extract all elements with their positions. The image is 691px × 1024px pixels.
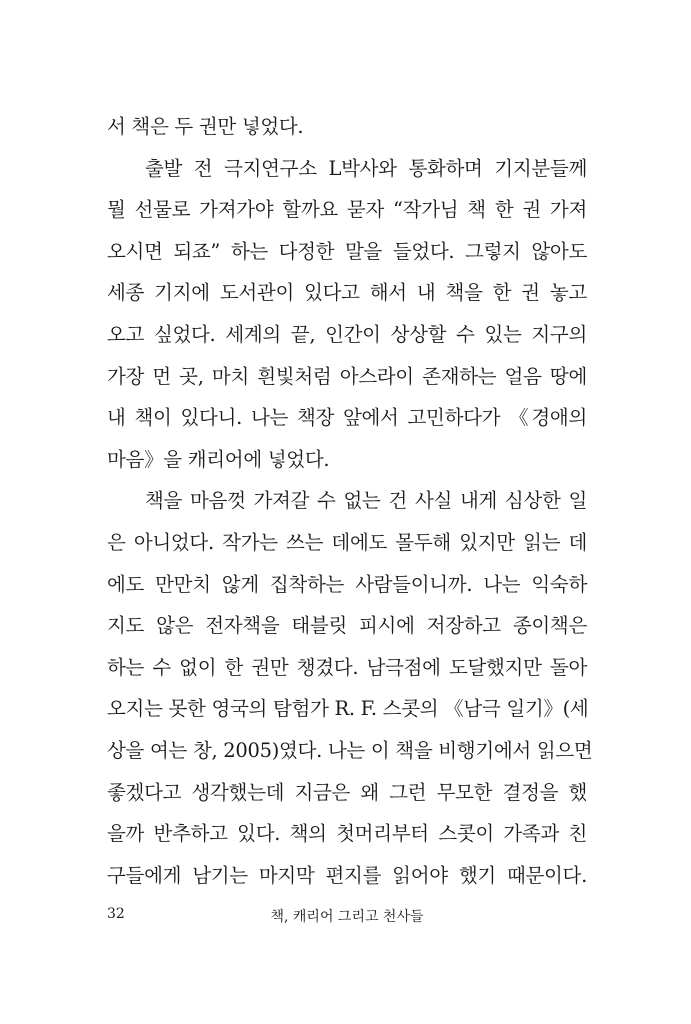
text-line: 구들에게 남기는 마지막 편지를 읽어야 했기 때문이다. bbox=[107, 863, 587, 887]
text-line: 출발 전 극지연구소 L박사와 통화하며 기지분들께 bbox=[145, 156, 587, 180]
text-line: 서 책은 두 권만 넣었다. bbox=[107, 115, 304, 138]
text-line: 좋겠다고 생각했는데 지금은 왜 그런 무모한 결정을 했 bbox=[107, 780, 587, 804]
text-line: 오지는 못한 영국의 탐험가 R. F. 스콧의 《남극 일기》(세 bbox=[107, 697, 589, 721]
text-line: 은 아니었다. 작가는 쓰는 데에도 몰두해 있지만 읽는 데 bbox=[107, 530, 587, 554]
text-line: 을까 반추하고 있다. 책의 첫머리부터 스콧이 가족과 친 bbox=[107, 822, 587, 846]
text-line: 가장 먼 곳, 마치 흰빛처럼 아스라이 존재하는 얼음 땅에 bbox=[107, 364, 587, 388]
text-line: 책을 마음껏 가져갈 수 없는 건 사실 내게 심상한 일 bbox=[145, 489, 587, 513]
text-line: 상을 여는 창, 2005)였다. 나는 이 책을 비행기에서 읽으면 bbox=[107, 738, 593, 762]
page-number: 32 bbox=[107, 906, 125, 922]
text-line: 뭘 선물로 가져가야 할까요 묻자 “작가님 책 한 권 가져 bbox=[107, 198, 587, 222]
text-line: 지도 않은 전자책을 태블릿 피시에 저장하고 종이책은 bbox=[107, 614, 587, 638]
text-line: 오고 싶었다. 세계의 끝, 인간이 상상할 수 있는 지구의 bbox=[107, 322, 587, 346]
text-line: 세종 기지에 도서관이 있다고 해서 내 책을 한 권 놓고 bbox=[107, 281, 587, 305]
text-line: 오시면 되죠” 하는 다정한 말을 들었다. 그렇지 않아도 bbox=[107, 239, 587, 263]
text-line: 에도 만만치 않게 집착하는 사람들이니까. 나는 익숙하 bbox=[107, 572, 587, 596]
text-line: 하는 수 없이 한 권만 챙겼다. 남극점에 도달했지만 돌아 bbox=[107, 655, 587, 679]
body-text bbox=[107, 106, 593, 896]
text-line: 마음》을 캐리어에 넣었다. bbox=[107, 447, 330, 471]
running-title: 책, 캐리어 그리고 천사들 bbox=[270, 909, 424, 925]
text-line: 내 책이 있다니. 나는 책장 앞에서 고민하다가 《경애의 bbox=[107, 406, 587, 430]
